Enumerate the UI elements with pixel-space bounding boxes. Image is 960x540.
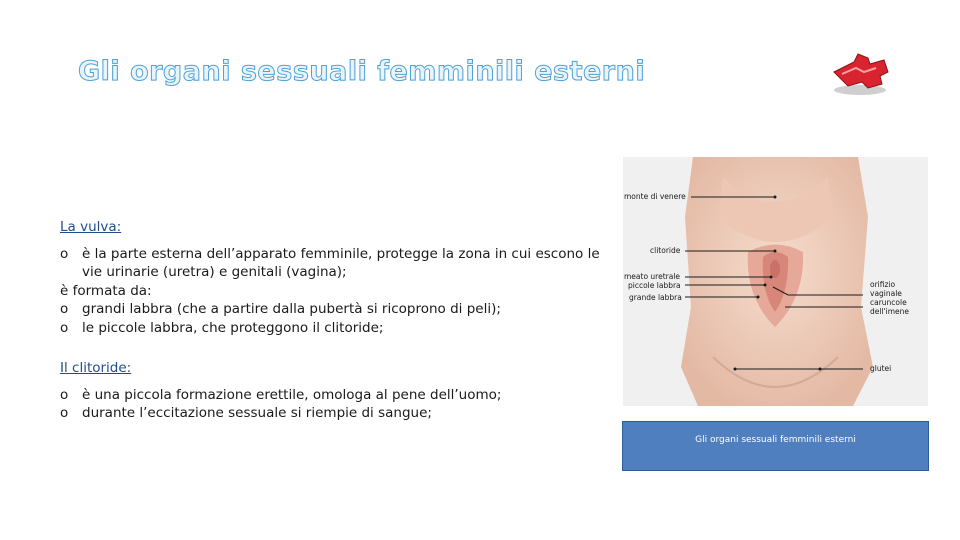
slide-title: Gli organi sessuali femminili esterni — [78, 56, 646, 87]
clitoride-bullet — [60, 404, 600, 423]
vulva-bullet-1: è la parte esterna dell’apparato femminile, protegge la zona in cui escono le vie urinarie (uretra) e genitali (vagina); — [82, 245, 600, 280]
label-clitoride: clitoride — [650, 246, 681, 255]
bullet-marker: o — [60, 319, 69, 336]
vulva-bullet — [60, 319, 600, 338]
red-puzzle-logo-icon — [828, 50, 892, 98]
bullet-marker: o — [60, 301, 69, 317]
content-text — [60, 218, 600, 423]
bullet-marker: o — [60, 405, 69, 421]
vulva-bullet — [60, 300, 600, 319]
label-glutei: glutei — [870, 364, 892, 373]
label-meato: meato uretrale — [624, 272, 681, 281]
vulva-bullet — [60, 245, 600, 282]
clitoride-heading: Il clitoride: — [60, 360, 132, 376]
label-caruncole-2: dell'imene — [870, 307, 909, 316]
clitoride-bullet — [60, 386, 600, 405]
vulva-bullet-2: grandi labbra (che a partire dalla pubertà si ricoprono di peli); — [82, 301, 501, 317]
label-orifizio-1: orifizio — [870, 280, 896, 289]
label-orifizio-2: vaginale — [870, 289, 902, 298]
vulva-bullet-3: le piccole labbra, che proteggono il clitoride; — [82, 319, 384, 336]
label-grande: grande labbra — [629, 293, 682, 302]
label-caruncole-1: caruncole — [870, 298, 907, 307]
bullet-marker: o — [60, 386, 69, 403]
clitoride-bullet-1: è una piccola formazione erettile, omologa al pene dell’uomo; — [82, 386, 502, 403]
vulva-heading: La vulva: — [60, 219, 122, 235]
label-monte: monte di venere — [624, 192, 686, 201]
vulva-formed-by: è formata da: — [60, 282, 152, 299]
bullet-marker: o — [60, 245, 69, 262]
anatomy-illustration — [623, 157, 928, 406]
label-piccole: piccole labbra — [628, 281, 681, 290]
figure-caption: Gli organi sessuali femminili esterni — [622, 421, 929, 471]
clitoride-bullet-2: durante l’eccitazione sessuale si riempie di sangue; — [82, 405, 432, 421]
